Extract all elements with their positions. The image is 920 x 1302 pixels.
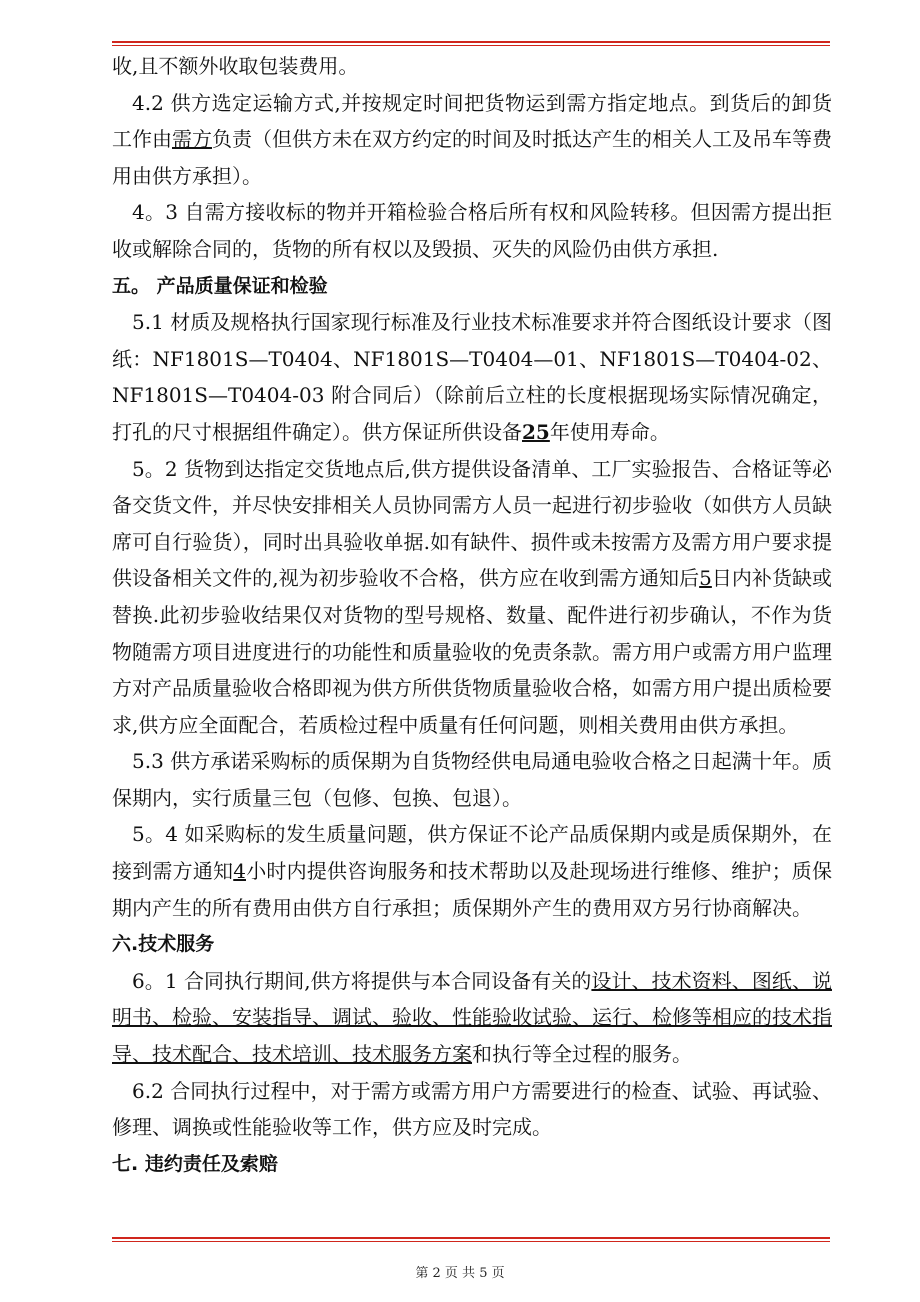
clause-5-4: 5。4 如采购标的发生质量问题，供方保证不论产品质保期内或是质保期外，在接到需方通知4小时内提供咨询服务和技术帮助以及赴现场进行维修、维护；质保期内产生的所有费用由供方自行承担；质保期外产生的费用双方另行协商解决。 xyxy=(112,822,833,920)
section-heading-7: 七. 违约责任及索赔 xyxy=(112,1152,278,1175)
document-body xyxy=(112,48,832,1182)
header-rule xyxy=(112,41,830,46)
page-number: 第 2 页 共 5 页 xyxy=(415,1266,505,1281)
footer-rule xyxy=(112,1237,830,1242)
clause-4-2: 4.2 供方选定运输方式,并按规定时间把货物运到需方指定地点。到货后的卸货工作由需方负责（但供方未在双方约定的时间及时抵达产生的相关人工及吊车等费用由供方承担）。 xyxy=(112,90,832,188)
underlined-services: 设计、技术资料、图纸、说明书、检验、安装指导、调试、验收、性能验收试验、运行、检修等相应的技术指导、技术配合、技术培训、技术服务方案 xyxy=(112,968,832,1067)
clause-5-3: 5.3 供方承诺采购标的质保期为自货物经供电局通电验收合格之日起满十年。质保期内，实行质量三包（包修、包换、包退）。 xyxy=(112,749,832,810)
underlined-hours: 4 xyxy=(233,859,246,884)
clause-6-2: 6.2 合同执行过程中，对于需方或需方用户方需要进行的检查、试验、再试验、修理、调换或性能验收等工作，供方应及时完成。 xyxy=(112,1078,832,1140)
clause-5-2: 5。2 货物到达指定交货地点后,供方提供设备清单、工厂实验报告、合格证等必备交货文件，并尽快安排相关人员协同需方人员一起进行初步验收（如供方人员缺席可自行验货），同时出具验收单据.如有缺件、损件或未按需方及需方用户要求提供设备相关文件的,视为初步验收不合格，供方应在收到需方通知后5日内补货缺或替换.此初步验收结果仅对货物的型号规格、数量、配件进行初步确认，不作为货物随需方项目进度进行的功能性和质量验收的免责条款。需方用户或需方用户监理方对产品质量验收合格即视为供方所供货物质量验收合格，如需方用户提出质检要求,供方应全面配合，若质检过程中质量有任何问题，则相关费用由供方承担。 xyxy=(112,456,833,737)
clause-6-1: 6。1 合同执行期间,供方将提供与本合同设备有关的设计、技术资料、图纸、说明书、检验、安装指导、调试、验收、性能验收试验、运行、检修等相应的技术指导、技术配合、技术培训、技术服务方案和执行等全过程的服务。 xyxy=(112,968,832,1067)
underlined-days: 5 xyxy=(699,566,712,591)
section-heading-5: 五。 产品质量保证和检验 xyxy=(112,274,328,297)
section-heading-6: 六.技术服务 xyxy=(112,933,215,956)
clause-5-1: 5.1 材质及规格执行国家现行标准及行业技术标准要求并符合图纸设计要求（图纸：NF1801S—T0404、NF1801S—T0404—01、NF1801S—T0404-02、NF1801S—T0404-03 附合同后）（除前后立柱的长度根据现场实际情况确定，打孔的尺寸根据组件确定）。供方保证所供设备25年使用寿命。 xyxy=(112,310,832,444)
paragraph-continued: 收,且不额外收取包装费用。 xyxy=(112,54,359,78)
underlined-term: 需方 xyxy=(172,127,212,152)
clause-4-3: 4。3 自需方接收标的物并开箱检验合格后所有权和风险转移。但因需方提出拒收或解除合同的，货物的所有权以及毁损、灭失的风险仍由供方承担. xyxy=(112,200,832,261)
underlined-years: 25 xyxy=(522,419,550,444)
